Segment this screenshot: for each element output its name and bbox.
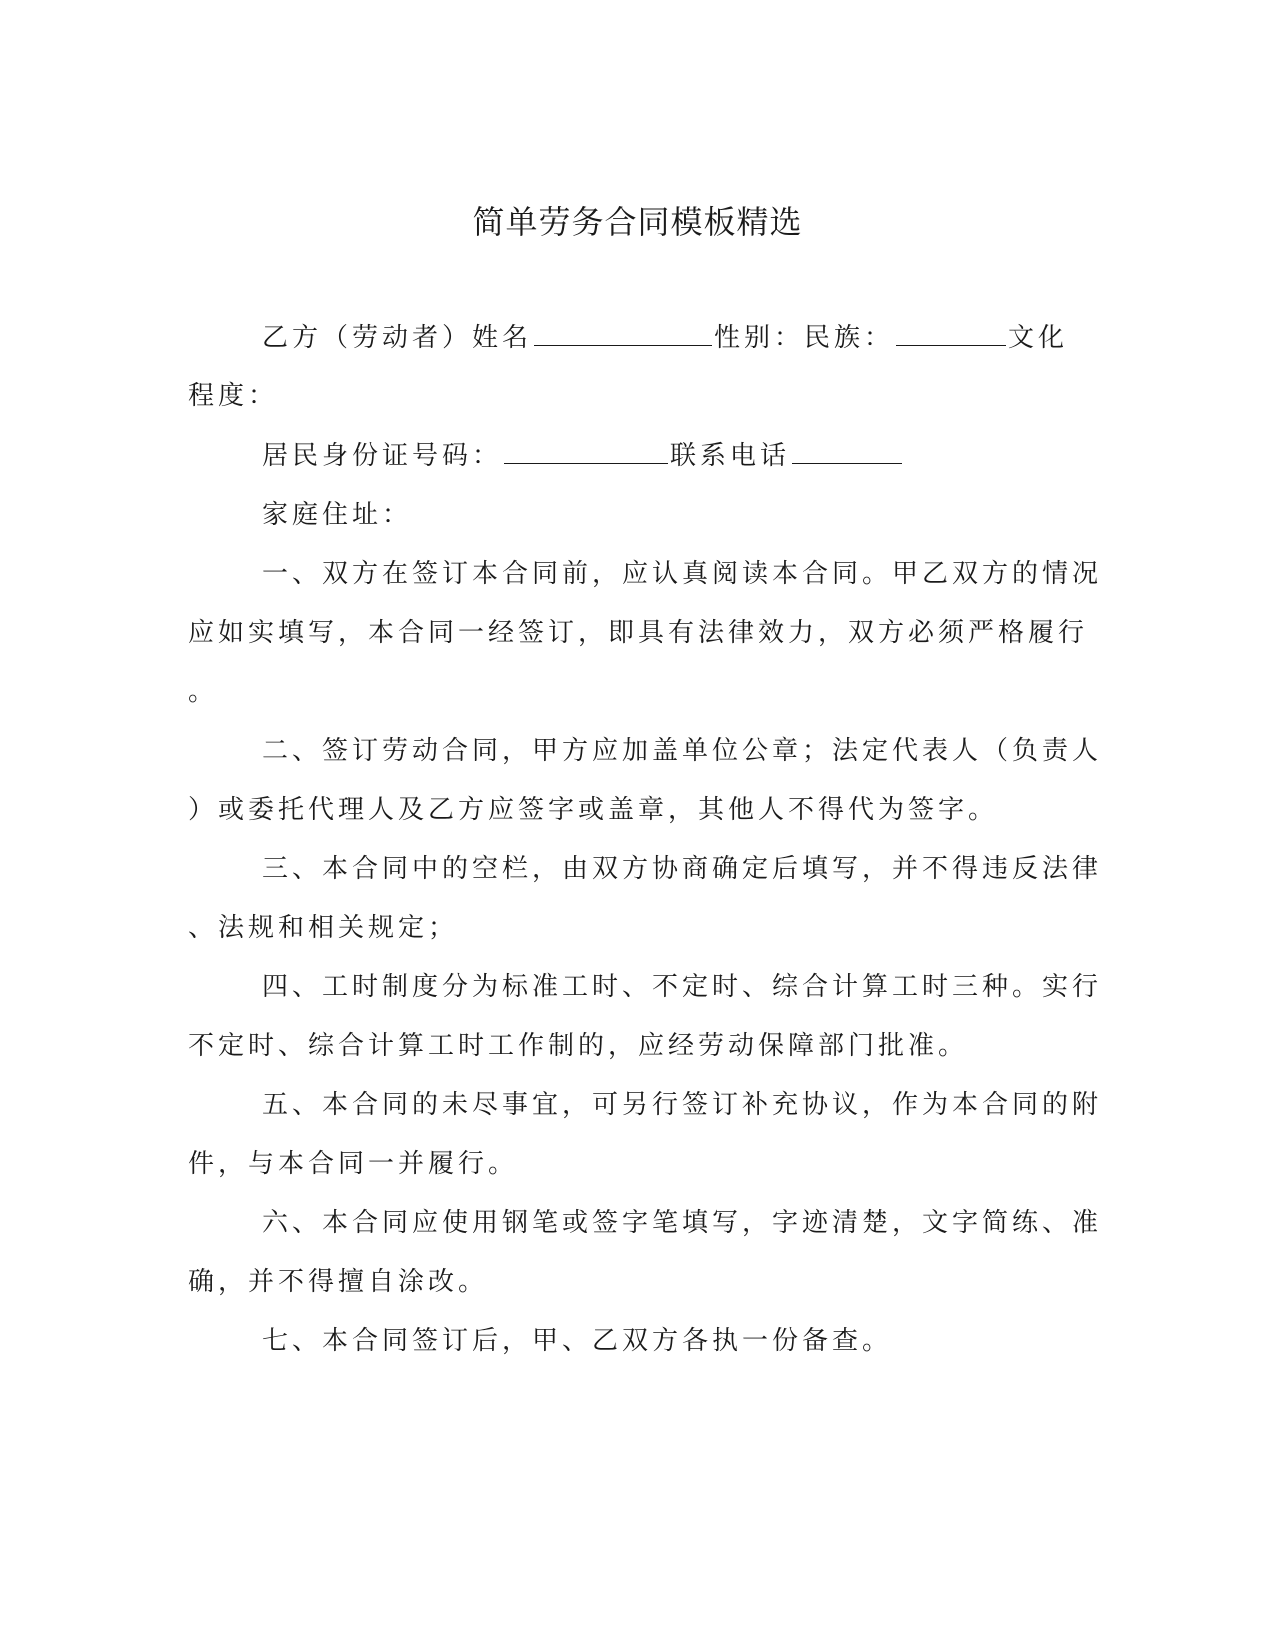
clause-1-line-2: 应如实填写，本合同一经签订，即具有法律效力，双方必须严格履行 (188, 618, 1089, 648)
id-line (262, 437, 904, 474)
clause-5-line-1: 五、本合同的未尽事宜，可另行签订补充协议，作为本合同的附 (262, 1090, 1103, 1120)
id-label: 居民身份证号码： (262, 441, 503, 471)
clause-1-line-3: 。 (188, 677, 219, 707)
party-b-line (262, 319, 1068, 356)
education-label-a: 文化 (1008, 323, 1069, 353)
ethnicity-blank[interactable] (896, 319, 1006, 346)
clause-3-line-1: 三、本合同中的空栏，由双方协商确定后填写，并不得违反法律 (262, 854, 1103, 884)
name-label: 乙方（劳动者）姓名 (262, 323, 533, 353)
education-line: 程度： (188, 381, 279, 411)
clause-6-line-1: 六、本合同应使用钢笔或签字笔填写，字迹清楚，文字简练、准 (262, 1208, 1103, 1238)
clause-4-line-2: 不定时、综合计算工时工作制的，应经劳动保障部门批准。 (188, 1031, 969, 1061)
phone-label: 联系电话 (670, 441, 791, 471)
gender-ethnicity-label: 性别：民族： (714, 323, 895, 353)
phone-blank[interactable] (792, 437, 902, 464)
clause-2-line-1: 二、签订劳动合同，甲方应加盖单位公章；法定代表人（负责人 (262, 736, 1103, 766)
name-blank[interactable] (534, 319, 712, 346)
clause-1-line-1: 一、双方在签订本合同前，应认真阅读本合同。甲乙双方的情况 (262, 559, 1103, 589)
address-label: 家庭住址： (262, 500, 413, 530)
clause-7-line-1: 七、本合同签订后，甲、乙双方各执一份备查。 (262, 1326, 893, 1356)
clause-4-line-1: 四、工时制度分为标准工时、不定时、综合计算工时三种。实行 (262, 972, 1103, 1002)
id-blank[interactable] (504, 437, 668, 464)
clause-3-line-2: 、法规和相关规定； (188, 913, 459, 943)
clause-5-line-2: 件，与本合同一并履行。 (188, 1149, 519, 1179)
document-title: 简单劳务合同模板精选 (472, 203, 803, 241)
clause-6-line-2: 确，并不得擅自涂改。 (188, 1267, 489, 1297)
clause-2-line-2: ）或委托代理人及乙方应签字或盖章，其他人不得代为签字。 (188, 795, 999, 825)
